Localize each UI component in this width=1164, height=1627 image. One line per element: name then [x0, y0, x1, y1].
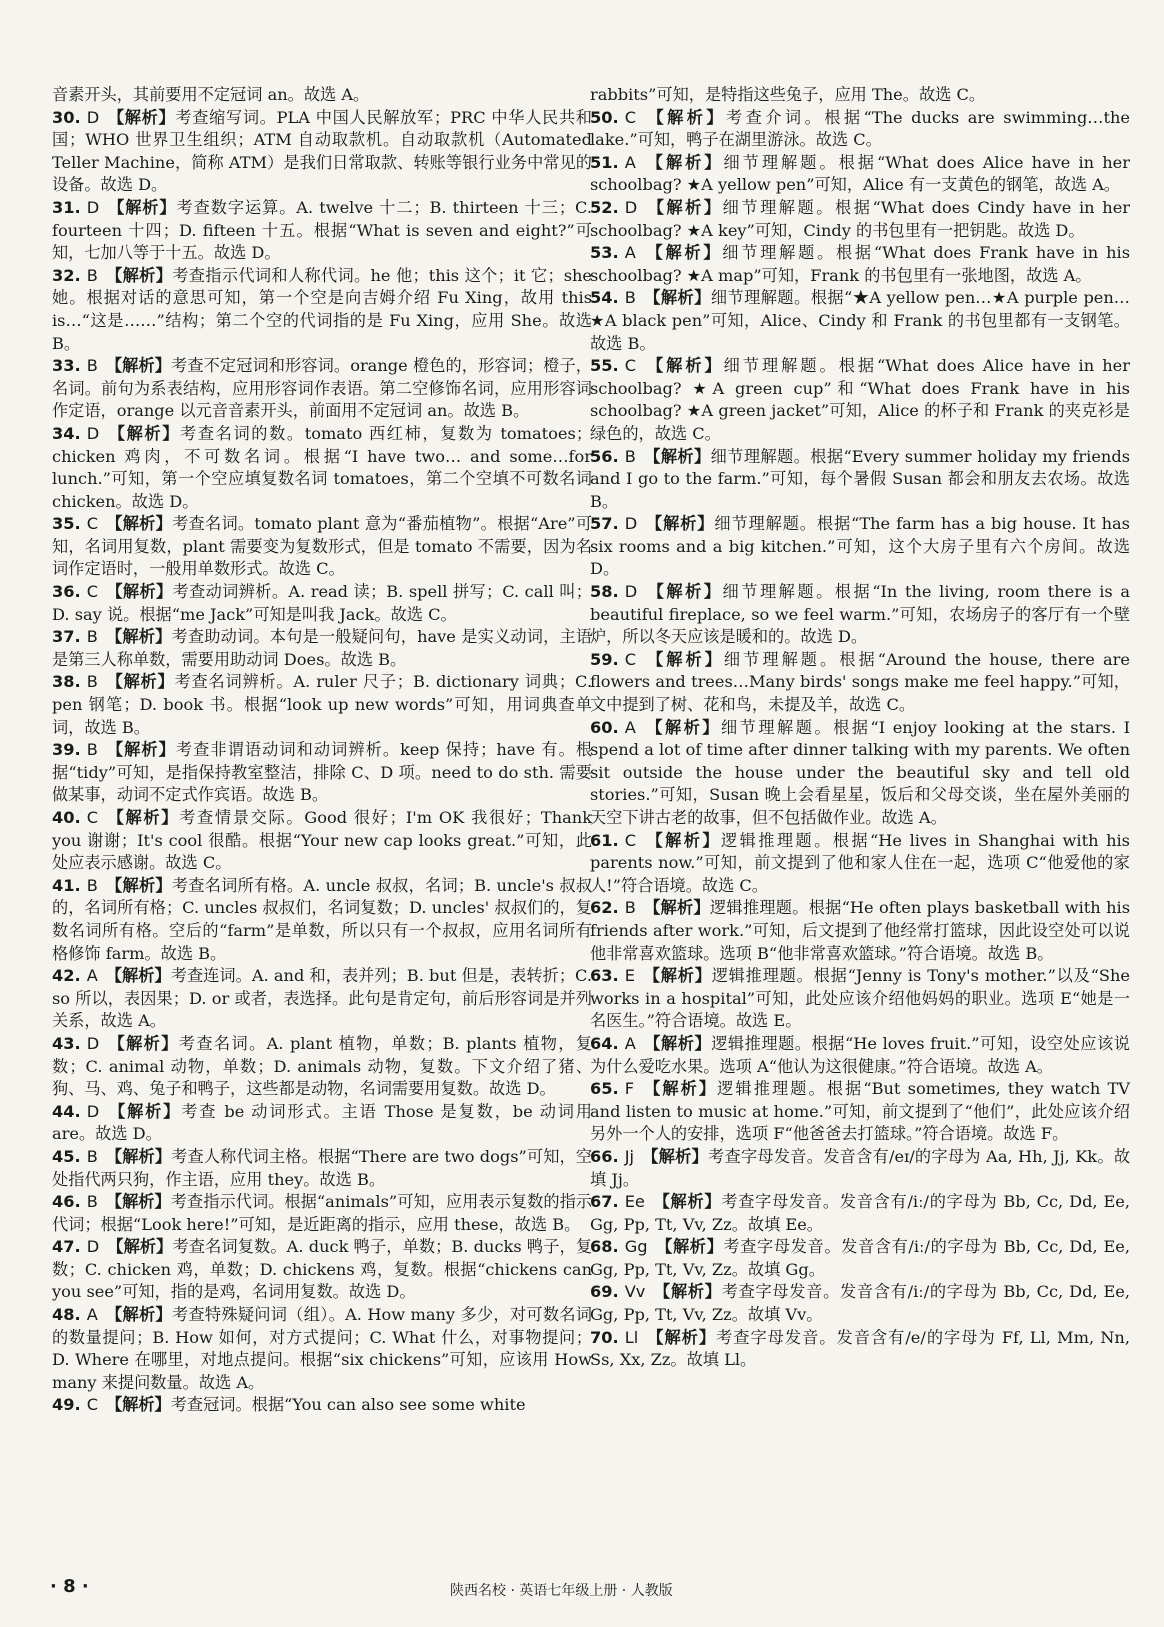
explanation-text: rabbits”可知，是特指这些兔子，应用 The。故选 C。	[590, 85, 986, 104]
explanation-text: 细节理解题。根据“The farm has a big house. It has six rooms and a big kitchen.”可知，这个大房子里有六个房间。故选 D。	[590, 514, 1130, 579]
answer-entry	[52, 107, 592, 197]
analysis-tag: 【解析】	[643, 446, 711, 466]
answer-entry	[52, 265, 592, 355]
question-number: 32.	[52, 265, 81, 285]
explanation-text: 考查名词辨析。A. ruler 尺子；B. dictionary 词典；C. pen 钢笔；D. book 书。根据“look up new words”可知，用词典查单词，故选 B。	[52, 672, 592, 737]
question-number: 34.	[52, 423, 81, 443]
question-number: 37.	[52, 627, 81, 647]
explanation-text: 逻辑推理题。根据“He loves fruit.”可知，设空处应该说为什么爱吃水果。选项 A“他认为这很健康。”符合语境。故选 A。	[590, 1033, 1130, 1076]
answer-letter: D	[86, 1237, 100, 1257]
question-number: 50.	[590, 107, 619, 127]
answer-letter: D	[86, 197, 100, 217]
analysis-tag: 【解析】	[655, 1237, 724, 1257]
page-number: · 8 ·	[50, 1576, 89, 1597]
answer-letter: B	[86, 356, 98, 376]
explanation-text: 考查字母发音。发音含有/iː/的字母为 Bb, Cc, Dd, Ee, Gg, Pp, Tt, Vv, Zz。故填 Ee。	[590, 1192, 1130, 1234]
question-number: 43.	[52, 1033, 81, 1053]
explanation-text: 考查名词所有格。A. uncle 叔叔，名词；B. uncle's 叔叔的，名词所有格；C. uncles 叔叔们，名词复数；D. uncles' 叔叔们的，复数名词所有格。空后的“farm”是单数，所以只有一个叔叔，应用名词所有格修饰 farm。故选 B。	[52, 875, 593, 963]
analysis-tag: 【解析】	[106, 514, 173, 534]
answer-letter: D	[86, 1033, 100, 1053]
explanation-text: 细节理解题。根据“Around the house, there are flowers and trees…Many birds' songs make me feel happy.”可知，文中提到了树、花和鸟，未提及羊，故选 C。	[590, 649, 1130, 715]
analysis-tag: 【解析】	[106, 582, 173, 602]
answer-letter: D	[86, 1101, 100, 1121]
explanation-text: 逻辑推理题。根据“Jenny is Tony's mother.”以及“She works in a hospital”可知，此处应该介绍他妈妈的职业。选项 E“她是一名医生。”符合语境。故选 E。	[590, 966, 1131, 1031]
explanation-text: 细节理解题。根据“What does Alice have in her schoolbag? ★A green cup”和“What does Frank have in his schoolbag? ★A green jacket”可知，Alice 的杯子和 Frank 的夹克衫是绿色的，故选 C。	[590, 356, 1130, 443]
answer-entry	[590, 830, 1130, 898]
explanation-text: 考查助动词。本句是一般疑问句，have 是实义动词，主语是第三人称单数，需要用助动词 Does。故选 B。	[52, 627, 593, 669]
answer-entry	[590, 1191, 1130, 1236]
question-number: 44.	[52, 1101, 81, 1121]
explanation-text: 考查特殊疑问词（组）。A. How many 多少，对可数名词的数量提问；B. How 如何，对方式提问；C. What 什么，对事物提问；D. Where 在哪里，对地点提问。根据“six chickens”可知，应该用 How many 来提问数量。故选 A。	[52, 1305, 592, 1392]
answer-entry	[590, 107, 1130, 152]
question-number: 69.	[590, 1282, 619, 1302]
explanation-text: 考查冠词。根据“You can also see some white	[170, 1395, 526, 1415]
answer-letter: B	[624, 898, 636, 918]
analysis-tag: 【解析】	[653, 1282, 722, 1302]
question-number: 41.	[52, 875, 81, 895]
answer-letter: D	[624, 582, 638, 602]
answer-letter: B	[86, 1146, 98, 1166]
analysis-tag: 【解析】	[646, 1327, 717, 1347]
left-column	[52, 84, 592, 1417]
answer-entry	[590, 242, 1130, 287]
answer-letter: C	[86, 582, 98, 602]
explanation-text: 考查指示代词和人称代词。he 他；this 这个；it 它；she 她。根据对话的意思可知，第一个空是向吉姆介绍 Fu Xing，故用 this is…“这是……”结构；第二个空的代词指的是 Fu Xing，应用 She。故选 B。	[52, 265, 593, 353]
answer-entry	[52, 739, 592, 807]
answer-letter: B	[624, 288, 636, 308]
answer-letter: A	[624, 152, 636, 172]
question-number: 31.	[52, 197, 81, 217]
question-number: 38.	[52, 672, 81, 692]
explanation-text: 细节理解题。根据“What does Frank have in his schoolbag? ★A map”可知，Frank 的书包里有一张地图，故选 A。	[590, 243, 1130, 285]
answer-letter: C	[624, 830, 636, 850]
answer-entry	[52, 513, 592, 581]
explanation-text: 考查动词辨析。A. read 读；B. spell 拼写；C. call 叫；D. say 说。根据“me Jack”可知是叫我 Jack。故选 C。	[52, 582, 592, 624]
analysis-tag: 【解析】	[643, 243, 723, 263]
question-number: 33.	[52, 356, 81, 376]
explanation-text: 考查介词。根据“The ducks are swimming…the lake.”可知，鸭子在湖里游泳。故选 C。	[590, 107, 1131, 150]
answer-entry	[590, 1078, 1130, 1146]
analysis-tag: 【解析】	[645, 514, 715, 534]
answer-entry	[590, 1146, 1130, 1191]
analysis-tag: 【解析】	[105, 672, 175, 692]
answer-letter: C	[86, 1395, 98, 1415]
answer-letter: A	[86, 966, 98, 986]
explanation-text: 考查非谓语动词和动词辨析。keep 保持；have 有。根据“tidy”可知，是指保持教室整洁，排除 C、D 项。need to do sth. 需要做某事，动词不定式作宾语。故选 B。	[52, 740, 593, 805]
question-number: 35.	[52, 514, 81, 534]
analysis-tag: 【解析】	[107, 197, 177, 217]
explanation-text: 细节理解题。根据“I enjoy looking at the stars. I spend a lot of time after dinner talking with my parents. We often sit outside the house under the beautiful sky and tell old stories.”可知，Susan 晚上会看星星，饭后和父母交谈，坐在屋外美丽的天空下讲古老的故事，但不包括做作业。故选 A。	[590, 717, 1130, 827]
answer-letter: Ll	[624, 1327, 639, 1347]
analysis-tag: 【解析】	[107, 1101, 182, 1121]
continued-text	[590, 84, 1130, 107]
explanation-text: 考查 be 动词形式。主语 Those 是复数，be 动词用 are。故选 D。	[52, 1101, 592, 1144]
question-number: 68.	[590, 1237, 619, 1257]
analysis-tag: 【解析】	[106, 1395, 171, 1415]
question-number: 52.	[590, 197, 619, 217]
explanation-text: 考查数字运算。A. twelve 十二；B. thirteen 十三；C. fourteen 十四；D. fifteen 十五。根据“What is seven and eight?”可知，七加八等于十五。故选 D。	[52, 197, 592, 263]
explanation-text: 逻辑推理题。根据“He lives in Shanghai with his parents now.”可知，前文提到了他和家人住在一起，选项 C“他爱他的家人!”符合语境。故选 C。	[590, 830, 1130, 895]
answer-letter: Vv	[624, 1282, 646, 1302]
explanation-text: 考查人称代词主格。根据“There are two dogs”可知，空处指代两只狗，作主语，应用 they。故选 B。	[52, 1146, 593, 1189]
question-number: 30.	[52, 107, 81, 127]
explanation-text: 细节理解题。根据“In the living, room there is a beautiful fireplace, so we feel warm.”可知，农场房子的客厅有一个壁炉，所以冬天应该是暖和的。故选 D。	[590, 582, 1130, 647]
analysis-tag: 【解析】	[105, 1305, 172, 1325]
question-number: 53.	[590, 243, 619, 263]
answer-entry	[590, 717, 1130, 830]
analysis-tag: 【解析】	[642, 966, 712, 986]
analysis-tag: 【解析】	[105, 627, 172, 647]
analysis-tag: 【解析】	[106, 808, 180, 827]
explanation-text: 细节理解题。根据“What does Alice have in her schoolbag? ★A yellow pen”可知，Alice 有一支黄色的钢笔，故选 A。	[590, 152, 1130, 195]
answer-entry	[52, 965, 592, 1033]
question-number: 70.	[590, 1327, 619, 1347]
question-number: 60.	[590, 717, 619, 737]
analysis-tag: 【解析】	[105, 740, 176, 760]
analysis-tag: 【解析】	[644, 107, 727, 127]
answer-entry	[52, 626, 592, 671]
analysis-tag: 【解析】	[107, 1033, 179, 1053]
answer-letter: A	[624, 243, 636, 263]
question-number: 54.	[590, 288, 619, 308]
explanation-text: 考查名词的数。tomato 西红柿，复数为 tomatoes；chicken 鸡肉，不可数名词。根据“I have two… and some…for lunch.”可知，第一个空应填复数名词 tomatoes，第二个空填不可数名词 chicken。故选 D。	[52, 423, 593, 511]
explanation-text: 考查名词复数。A. duck 鸭子，单数；B. ducks 鸭子，复数；C. chicken 鸡，单数；D. chickens 鸡，复数。根据“chickens can you see”可知，指的是鸡，名词用复数。故选 D。	[52, 1237, 593, 1302]
analysis-tag: 【解析】	[105, 966, 171, 986]
question-number: 57.	[590, 514, 619, 534]
answer-entry	[590, 1033, 1130, 1078]
question-number: 49.	[52, 1395, 81, 1415]
analysis-tag: 【解析】	[644, 356, 724, 376]
analysis-tag: 【解析】	[105, 265, 173, 285]
answer-letter: C	[624, 356, 636, 376]
answer-letter: C	[86, 514, 98, 534]
question-number: 63.	[590, 966, 619, 986]
analysis-tag: 【解析】	[643, 717, 721, 737]
answer-letter: B	[86, 1192, 98, 1212]
question-number: 58.	[590, 582, 619, 602]
answer-entry	[590, 649, 1130, 717]
answer-entry	[590, 1281, 1130, 1326]
answer-letter: Jj	[624, 1146, 634, 1166]
explanation-text: 考查字母发音。发音含有/e/的字母为 Ff, Ll, Mm, Nn, Ss, Xx, Zz。故填 Ll。	[590, 1327, 1130, 1370]
question-number: 56.	[590, 446, 619, 466]
question-number: 47.	[52, 1237, 81, 1257]
analysis-tag: 【解析】	[107, 107, 176, 127]
answer-entry	[590, 581, 1130, 649]
question-number: 46.	[52, 1192, 81, 1212]
question-number: 39.	[52, 740, 81, 760]
answer-entry	[52, 1304, 592, 1394]
answer-letter: C	[624, 107, 636, 127]
answer-letter: C	[86, 808, 98, 827]
explanation-text: 逻辑推理题。根据“He often plays basketball with his friends after work.”可知，后文提到了他经常打篮球，因此设空处可以说他非常喜欢篮球。选项 B“他非常喜欢篮球。”符合语境。故选 B。	[590, 898, 1131, 963]
question-number: 45.	[52, 1146, 81, 1166]
explanation-text: 考查字母发音。发音含有/iː/的字母为 Bb, Cc, Dd, Ee, Gg, Pp, Tt, Vv, Zz。故填 Vv。	[590, 1282, 1130, 1325]
answer-entry	[52, 423, 592, 513]
analysis-tag: 【解析】	[643, 1033, 712, 1053]
explanation-text: 细节理解题。根据“What does Cindy have in her schoolbag? ★A key”可知，Cindy 的书包里有一把钥匙。故选 D。	[590, 197, 1131, 240]
question-number: 62.	[590, 898, 619, 918]
answer-letter: B	[86, 627, 98, 647]
answer-entry	[590, 1236, 1130, 1281]
question-number: 61.	[590, 830, 619, 850]
answer-entry	[590, 152, 1130, 197]
answer-letter: B	[624, 446, 636, 466]
explanation-text: 考查指示代词。根据“animals”可知，应用表示复数的指示代词；根据“Look here!”可知，是近距离的指示，应用 these，故选 B。	[52, 1192, 592, 1234]
explanation-text: 逻辑推理题。根据“But sometimes, they watch TV and listen to music at home.”可知，前文提到了“他们”，此处应该介绍另外一个人的安排，选项 F“他爸爸去打篮球。”符合语境。故选 F。	[590, 1079, 1131, 1144]
analysis-tag: 【解析】	[643, 152, 724, 172]
analysis-tag: 【解析】	[105, 1192, 171, 1212]
answer-letter: D	[624, 197, 638, 217]
answer-letter: B	[86, 875, 98, 895]
answer-letter: D	[624, 514, 638, 534]
answer-entry	[52, 355, 592, 423]
answer-letter: D	[86, 107, 100, 127]
analysis-tag: 【解析】	[105, 875, 172, 895]
answer-letter: A	[86, 1305, 98, 1325]
analysis-tag: 【解析】	[643, 288, 711, 308]
explanation-text: 考查不定冠词和形容词。orange 橙色的，形容词；橙子，名词。前句为系表结构，应用形容词作表语。第二空修饰名词，应用形容词作定语，orange 以元音音素开头，前面用不定冠词 an。故选 B。	[52, 356, 592, 421]
answer-entry	[52, 1236, 592, 1304]
explanation-text: 细节理解题。根据“★A yellow pen…★A purple pen…★A black pen”可知，Alice、Cindy 和 Frank 的书包里都有一支钢笔。故选 B。	[590, 288, 1130, 353]
explanation-text: 考查名词。A. plant 植物，单数；B. plants 植物，复数；C. animal 动物，单数；D. animals 动物，复数。下文介绍了猪、狗、马、鸡、兔子和鸭子，这些都是动物，名词需要用复数。故选 D。	[52, 1033, 593, 1099]
explanation-text: 考查连词。A. and 和，表并列；B. but 但是，表转折；C. so 所以，表因果；D. or 或者，表选择。此句是肯定句，前后形容词是并列关系，故选 A。	[52, 966, 592, 1031]
answer-entry	[52, 197, 592, 265]
answer-entry	[590, 897, 1130, 965]
answer-entry	[590, 1327, 1130, 1372]
answer-letter: B	[86, 740, 98, 760]
right-column	[590, 84, 1130, 1372]
answer-entry	[590, 965, 1130, 1033]
explanation-text: 音素开头，其前要用不定冠词 an。故选 A。	[52, 85, 370, 104]
answer-letter: D	[86, 423, 100, 443]
analysis-tag: 【解析】	[105, 1146, 172, 1166]
answer-letter: Ee	[624, 1192, 645, 1212]
answer-entry	[52, 581, 592, 626]
continued-text	[52, 84, 592, 107]
question-number: 67.	[590, 1192, 619, 1212]
answer-entry	[52, 1394, 592, 1417]
answer-entry	[52, 1191, 592, 1236]
answer-entry	[590, 446, 1130, 514]
answer-entry	[590, 355, 1130, 445]
analysis-tag: 【解析】	[641, 1146, 709, 1166]
analysis-tag: 【解析】	[643, 898, 710, 918]
analysis-tag: 【解析】	[645, 582, 723, 602]
explanation-text: 考查名词。tomato plant 意为“番茄植物”。根据“Are”可知，名词用复数，plant 需要变为复数形式，但是 tomato 不需要，因为名词作定语时，一般用单数形式。故选 C。	[52, 514, 593, 579]
analysis-tag: 【解析】	[644, 649, 724, 669]
explanation-text: 考查情景交际。Good 很好；I'm OK 我很好；Thank you 谢谢；It's cool 很酷。根据“Your new cap looks great.”可知，此处应表示感谢。故选 C。	[52, 808, 592, 873]
answer-letter: A	[624, 1033, 636, 1053]
answer-letter: B	[86, 265, 98, 285]
answer-entry	[52, 1146, 592, 1191]
answer-entry	[590, 197, 1130, 242]
answer-letter: A	[624, 717, 636, 737]
question-number: 36.	[52, 582, 81, 602]
answer-entry	[590, 287, 1130, 355]
answer-entry	[52, 1033, 592, 1101]
question-number: 66.	[590, 1146, 619, 1166]
answer-letter: E	[624, 966, 635, 986]
answer-entry	[52, 1101, 592, 1146]
answer-letter: C	[624, 649, 636, 669]
explanation-text: 考查字母发音。发音含有/eɪ/的字母为 Aa, Hh, Jj, Kk。故填 Jj。	[590, 1146, 1131, 1189]
analysis-tag: 【解析】	[645, 197, 723, 217]
answer-letter: F	[624, 1079, 634, 1099]
explanation-text: 细节理解题。根据“Every summer holiday my friends and I go to the farm.”可知，每个暑假 Susan 都会和朋友去农场。故选 B。	[590, 446, 1130, 511]
analysis-tag: 【解析】	[107, 423, 181, 443]
analysis-tag: 【解析】	[107, 1237, 173, 1257]
question-number: 59.	[590, 649, 619, 669]
page-footer	[0, 1576, 1164, 1606]
answer-entry	[52, 671, 592, 739]
question-number: 55.	[590, 356, 619, 376]
footer-book-title: 陕西名校 · 英语七年级上册 · 人教版	[450, 1583, 673, 1599]
analysis-tag: 【解析】	[652, 1192, 722, 1212]
answer-entry	[590, 513, 1130, 581]
explanation-text: 考查缩写词。PLA 中国人民解放军；PRC 中华人民共和国；WHO 世界卫生组织；ATM 自动取款机。自动取款机（Automated Teller Machine，简称 ATM）是我们日常取款、转账等银行业务中常见的设备。故选 D。	[52, 107, 592, 195]
analysis-tag: 【解析】	[105, 356, 172, 376]
question-number: 48.	[52, 1305, 81, 1325]
question-number: 42.	[52, 966, 81, 986]
analysis-tag: 【解析】	[642, 1079, 718, 1099]
question-number: 40.	[52, 808, 81, 827]
answer-letter: Gg	[624, 1237, 648, 1257]
analysis-tag: 【解析】	[644, 830, 721, 850]
answer-entry	[52, 807, 592, 875]
question-number: 64.	[590, 1033, 619, 1053]
answer-entry	[52, 875, 592, 965]
question-number: 51.	[590, 152, 619, 172]
explanation-text: 考查字母发音。发音含有/iː/的字母为 Bb, Cc, Dd, Ee, Gg, Pp, Tt, Vv, Zz。故填 Gg。	[590, 1237, 1130, 1279]
answer-letter: B	[86, 672, 98, 692]
question-number: 65.	[590, 1079, 619, 1099]
